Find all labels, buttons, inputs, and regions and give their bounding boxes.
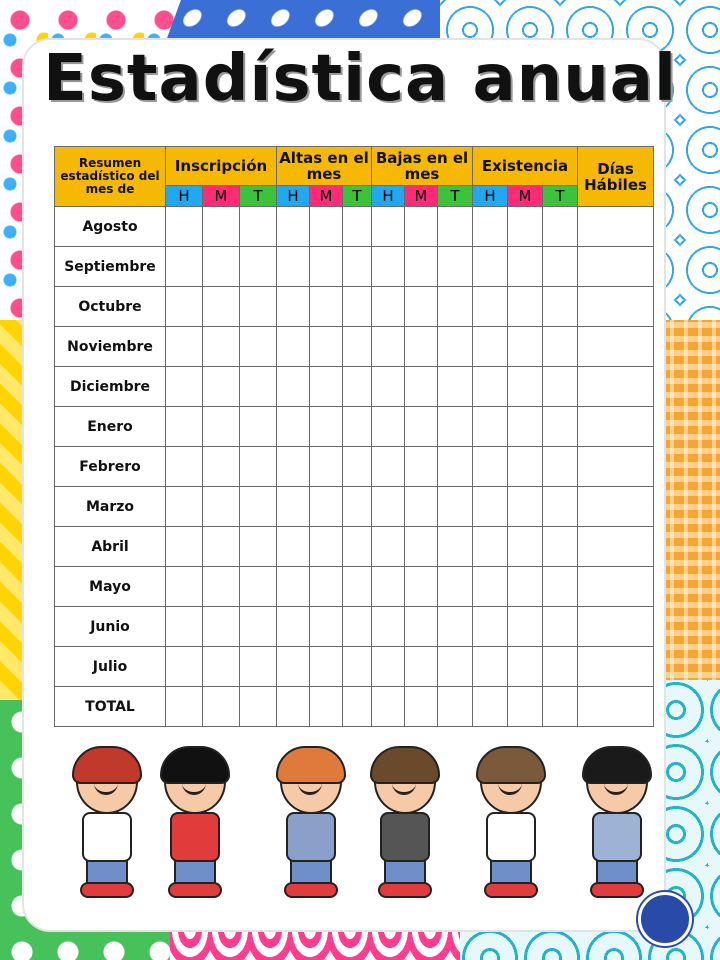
entry-cell[interactable]: [473, 207, 508, 247]
entry-cell[interactable]: [343, 487, 372, 527]
entry-cell[interactable]: [166, 247, 203, 287]
entry-cell[interactable]: [438, 367, 473, 407]
girl-black-hair-icon: [150, 750, 234, 900]
entry-cell[interactable]: [578, 367, 654, 407]
entry-cell[interactable]: [166, 207, 203, 247]
entry-cell[interactable]: [543, 687, 578, 727]
entry-cell[interactable]: [277, 567, 310, 607]
entry-cell[interactable]: [240, 527, 277, 567]
entry-cell[interactable]: [543, 367, 578, 407]
subheader-m: M: [310, 186, 343, 207]
entry-cell[interactable]: [473, 447, 508, 487]
month-label: Septiembre: [55, 247, 166, 287]
entry-cell[interactable]: [473, 367, 508, 407]
entry-cell[interactable]: [240, 287, 277, 327]
entry-cell[interactable]: [310, 327, 343, 367]
entry-cell[interactable]: [277, 607, 310, 647]
entry-cell[interactable]: [438, 487, 473, 527]
entry-cell[interactable]: [578, 647, 654, 687]
entry-cell[interactable]: [473, 327, 508, 367]
entry-cell[interactable]: [473, 287, 508, 327]
month-label: Enero: [55, 407, 166, 447]
entry-cell[interactable]: [578, 247, 654, 287]
month-label: Abril: [55, 527, 166, 567]
entry-cell[interactable]: [203, 447, 240, 487]
entry-cell[interactable]: [372, 367, 405, 407]
subheader-t: T: [438, 186, 473, 207]
entry-cell[interactable]: [310, 447, 343, 487]
month-label: Agosto: [55, 207, 166, 247]
entry-cell[interactable]: [343, 367, 372, 407]
corner-label: Resumen estadístico del mes de: [55, 147, 166, 207]
entry-cell[interactable]: [310, 287, 343, 327]
entry-cell[interactable]: [508, 287, 543, 327]
month-label: Marzo: [55, 487, 166, 527]
entry-cell[interactable]: [578, 567, 654, 607]
subheader-h: H: [372, 186, 405, 207]
entry-cell[interactable]: [405, 567, 438, 607]
entry-cell[interactable]: [438, 567, 473, 607]
entry-cell[interactable]: [543, 527, 578, 567]
entry-cell[interactable]: [240, 327, 277, 367]
girl-red-hair-icon: [62, 750, 146, 900]
entry-cell[interactable]: [372, 287, 405, 327]
entry-cell[interactable]: [240, 647, 277, 687]
entry-cell[interactable]: [343, 207, 372, 247]
entry-cell[interactable]: [240, 607, 277, 647]
entry-cell[interactable]: [166, 287, 203, 327]
subheader-t: T: [543, 186, 578, 207]
entry-cell[interactable]: [473, 647, 508, 687]
entry-cell[interactable]: [310, 207, 343, 247]
entry-cell[interactable]: [203, 607, 240, 647]
entry-cell[interactable]: [277, 327, 310, 367]
entry-cell[interactable]: [203, 367, 240, 407]
entry-cell[interactable]: [203, 567, 240, 607]
month-label: Julio: [55, 647, 166, 687]
entry-cell[interactable]: [405, 407, 438, 447]
month-label: Mayo: [55, 567, 166, 607]
table-row: [55, 327, 654, 367]
entry-cell[interactable]: [310, 407, 343, 447]
entry-cell[interactable]: [166, 607, 203, 647]
boy-orange-hair-icon: [266, 750, 350, 900]
group-header: Bajas en el mes: [372, 147, 473, 186]
entry-cell[interactable]: [405, 447, 438, 487]
orange-maze-pattern: [660, 320, 720, 700]
entry-cell[interactable]: [277, 647, 310, 687]
entry-cell[interactable]: [438, 687, 473, 727]
table-row: [55, 207, 654, 247]
entry-cell[interactable]: [372, 487, 405, 527]
entry-cell[interactable]: [240, 407, 277, 447]
entry-cell[interactable]: [543, 647, 578, 687]
entry-cell[interactable]: [166, 407, 203, 447]
entry-cell[interactable]: [508, 447, 543, 487]
entry-cell[interactable]: [508, 207, 543, 247]
table-row: [55, 687, 654, 727]
page-title: Estadística anual: [43, 42, 677, 116]
entry-cell[interactable]: [438, 287, 473, 327]
entry-cell[interactable]: [405, 207, 438, 247]
subheader-h: H: [277, 186, 310, 207]
entry-cell[interactable]: [578, 527, 654, 567]
entry-cell[interactable]: [405, 647, 438, 687]
entry-cell[interactable]: [203, 327, 240, 367]
entry-cell[interactable]: [203, 527, 240, 567]
subheader-h: H: [473, 186, 508, 207]
entry-cell[interactable]: [508, 487, 543, 527]
entry-cell[interactable]: [166, 647, 203, 687]
entry-cell[interactable]: [310, 647, 343, 687]
table-row: [55, 527, 654, 567]
entry-cell[interactable]: [343, 327, 372, 367]
entry-cell[interactable]: [508, 527, 543, 567]
subheader-m: M: [203, 186, 240, 207]
entry-cell[interactable]: [543, 327, 578, 367]
entry-cell[interactable]: [372, 247, 405, 287]
month-label: Octubre: [55, 287, 166, 327]
entry-cell[interactable]: [240, 207, 277, 247]
table-row: [55, 407, 654, 447]
entry-cell[interactable]: [508, 567, 543, 607]
entry-cell[interactable]: [473, 567, 508, 607]
entry-cell[interactable]: [372, 327, 405, 367]
statistics-table: [54, 146, 654, 727]
entry-cell[interactable]: [405, 487, 438, 527]
entry-cell[interactable]: [310, 367, 343, 407]
entry-cell[interactable]: [372, 447, 405, 487]
entry-cell[interactable]: [508, 247, 543, 287]
entry-cell[interactable]: [277, 407, 310, 447]
entry-cell[interactable]: [277, 687, 310, 727]
entry-cell[interactable]: [343, 647, 372, 687]
entry-cell[interactable]: [343, 287, 372, 327]
entry-cell[interactable]: [343, 247, 372, 287]
entry-cell[interactable]: [240, 487, 277, 527]
entry-cell[interactable]: [543, 487, 578, 527]
entry-cell[interactable]: [578, 607, 654, 647]
month-label: Noviembre: [55, 327, 166, 367]
month-label: TOTAL: [55, 687, 166, 727]
entry-cell[interactable]: [438, 207, 473, 247]
table-row: [55, 447, 654, 487]
group-header: Inscripción: [166, 147, 277, 186]
entry-cell[interactable]: [543, 447, 578, 487]
entry-cell[interactable]: [310, 247, 343, 287]
entry-cell[interactable]: [203, 407, 240, 447]
table-row: [55, 367, 654, 407]
entry-cell[interactable]: [578, 447, 654, 487]
entry-cell[interactable]: [203, 287, 240, 327]
entry-cell[interactable]: [343, 607, 372, 647]
entry-cell[interactable]: [473, 247, 508, 287]
boy-curly-hair-icon: [572, 750, 656, 900]
entry-cell[interactable]: [240, 447, 277, 487]
entry-cell[interactable]: [438, 647, 473, 687]
entry-cell[interactable]: [578, 327, 654, 367]
entry-cell[interactable]: [473, 407, 508, 447]
entry-cell[interactable]: [240, 247, 277, 287]
group-header: Días Hábiles: [578, 147, 654, 207]
entry-cell[interactable]: [473, 607, 508, 647]
entry-cell[interactable]: [277, 487, 310, 527]
table-row: [55, 487, 654, 527]
entry-cell[interactable]: [343, 687, 372, 727]
entry-cell[interactable]: [543, 287, 578, 327]
entry-cell[interactable]: [203, 487, 240, 527]
group-header: Altas en el mes: [277, 147, 372, 186]
entry-cell[interactable]: [508, 687, 543, 727]
entry-cell[interactable]: [578, 207, 654, 247]
subheader-t: T: [343, 186, 372, 207]
entry-cell[interactable]: [277, 207, 310, 247]
entry-cell[interactable]: [543, 247, 578, 287]
entry-cell[interactable]: [508, 327, 543, 367]
entry-cell[interactable]: [277, 527, 310, 567]
entry-cell[interactable]: [578, 487, 654, 527]
entry-cell[interactable]: [372, 647, 405, 687]
author-logo: [638, 892, 692, 946]
entry-cell[interactable]: [438, 407, 473, 447]
entry-cell[interactable]: [166, 527, 203, 567]
entry-cell[interactable]: [372, 407, 405, 447]
entry-cell[interactable]: [473, 487, 508, 527]
entry-cell[interactable]: [343, 447, 372, 487]
table-row: [55, 247, 654, 287]
entry-cell[interactable]: [372, 567, 405, 607]
entry-cell[interactable]: [405, 247, 438, 287]
entry-cell[interactable]: [310, 607, 343, 647]
entry-cell[interactable]: [543, 407, 578, 447]
subheader-t: T: [240, 186, 277, 207]
entry-cell[interactable]: [310, 567, 343, 607]
entry-cell[interactable]: [405, 527, 438, 567]
entry-cell[interactable]: [343, 527, 372, 567]
entry-cell[interactable]: [578, 287, 654, 327]
group-header: Existencia: [473, 147, 578, 186]
entry-cell[interactable]: [203, 247, 240, 287]
girl-long-hair-icon: [466, 750, 550, 900]
subheader-h: H: [166, 186, 203, 207]
entry-cell[interactable]: [277, 247, 310, 287]
entry-cell[interactable]: [310, 527, 343, 567]
entry-cell[interactable]: [473, 687, 508, 727]
entry-cell[interactable]: [438, 607, 473, 647]
entry-cell[interactable]: [166, 567, 203, 607]
entry-cell[interactable]: [508, 367, 543, 407]
entry-cell[interactable]: [438, 247, 473, 287]
entry-cell[interactable]: [203, 647, 240, 687]
subheader-m: M: [405, 186, 438, 207]
entry-cell[interactable]: [508, 607, 543, 647]
entry-cell[interactable]: [343, 407, 372, 447]
entry-cell[interactable]: [405, 687, 438, 727]
entry-cell[interactable]: [166, 327, 203, 367]
month-label: Diciembre: [55, 367, 166, 407]
entry-cell[interactable]: [438, 527, 473, 567]
month-label: Febrero: [55, 447, 166, 487]
entry-cell[interactable]: [372, 207, 405, 247]
entry-cell[interactable]: [343, 567, 372, 607]
entry-cell[interactable]: [240, 367, 277, 407]
table-row: [55, 287, 654, 327]
entry-cell[interactable]: [578, 687, 654, 727]
entry-cell[interactable]: [310, 687, 343, 727]
subheader-m: M: [508, 186, 543, 207]
entry-cell[interactable]: [240, 567, 277, 607]
table-row: [55, 567, 654, 607]
entry-cell[interactable]: [166, 447, 203, 487]
entry-cell[interactable]: [405, 367, 438, 407]
entry-cell[interactable]: [578, 407, 654, 447]
entry-cell[interactable]: [240, 687, 277, 727]
boy-brown-hair-icon: [360, 750, 444, 900]
entry-cell[interactable]: [473, 527, 508, 567]
entry-cell[interactable]: [166, 367, 203, 407]
entry-cell[interactable]: [166, 687, 203, 727]
entry-cell[interactable]: [438, 447, 473, 487]
entry-cell[interactable]: [203, 687, 240, 727]
entry-cell[interactable]: [166, 487, 203, 527]
entry-cell[interactable]: [508, 647, 543, 687]
entry-cell[interactable]: [543, 207, 578, 247]
entry-cell[interactable]: [508, 407, 543, 447]
table-row: [55, 607, 654, 647]
entry-cell[interactable]: [277, 447, 310, 487]
entry-cell[interactable]: [543, 567, 578, 607]
entry-cell[interactable]: [277, 367, 310, 407]
entry-cell[interactable]: [372, 687, 405, 727]
month-label: Junio: [55, 607, 166, 647]
entry-cell[interactable]: [405, 327, 438, 367]
entry-cell[interactable]: [372, 607, 405, 647]
entry-cell[interactable]: [277, 287, 310, 327]
entry-cell[interactable]: [203, 207, 240, 247]
entry-cell[interactable]: [310, 487, 343, 527]
entry-cell[interactable]: [405, 607, 438, 647]
table-row: [55, 647, 654, 687]
entry-cell[interactable]: [438, 327, 473, 367]
entry-cell[interactable]: [405, 287, 438, 327]
entry-cell[interactable]: [543, 607, 578, 647]
entry-cell[interactable]: [372, 527, 405, 567]
